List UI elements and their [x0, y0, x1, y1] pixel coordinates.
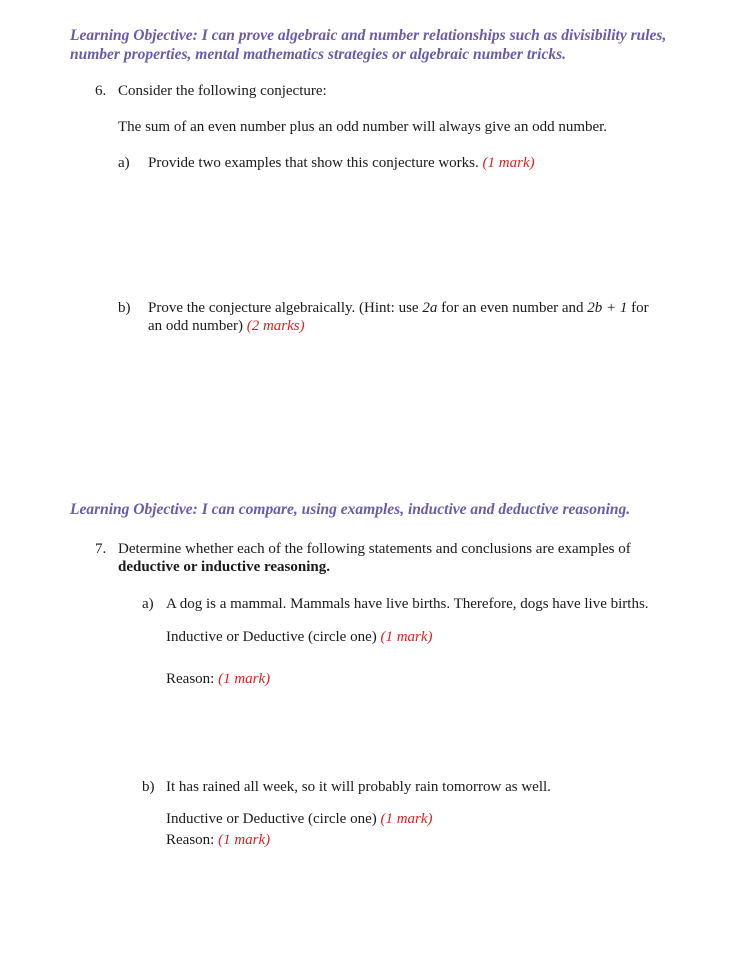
question-6a-prompt	[148, 154, 535, 172]
question-6a-label: a)	[118, 155, 130, 171]
learning-objective-1	[70, 26, 666, 64]
question-7-number: 7.	[95, 541, 107, 557]
question-7a-circle-text: Inductive or Deductive (circle one)	[166, 629, 377, 645]
question-6b-marks: (2 marks)	[246, 318, 305, 334]
question-6b-text3: for	[631, 300, 649, 316]
question-6b-prompt	[148, 299, 649, 335]
question-7b-label: b)	[142, 779, 155, 795]
question-7b-circle-line	[166, 810, 433, 828]
question-7-line2: deductive or inductive reasoning.	[118, 559, 330, 575]
question-7-instructions	[118, 540, 631, 576]
question-7a-statement: A dog is a mammal. Mammals have live births. Therefore, dogs have live births.	[166, 596, 649, 612]
learning-objective-1-line1: Learning Objective: I can prove algebraic and number relationships such as divisibility rules,	[70, 27, 667, 44]
learning-objective-1-line2: number properties, mental mathematics strategies or algebraic number tricks.	[70, 46, 567, 63]
question-7a-circle-line	[166, 628, 433, 646]
question-6a-marks: (1 mark)	[482, 155, 535, 171]
question-7-line1: Determine whether each of the following statements and conclusions are examples of	[118, 541, 631, 557]
question-7b-reason-label: Reason:	[166, 832, 215, 848]
question-6b-text2: for an even number and	[441, 300, 584, 316]
question-7b-reason-marks: (1 mark)	[218, 832, 271, 848]
question-7b-statement: It has rained all week, so it will probably rain tomorrow as well.	[166, 779, 551, 795]
question-7a-reason-label: Reason:	[166, 671, 215, 687]
question-7b-circle-marks: (1 mark)	[380, 811, 433, 827]
question-7b-reason-line	[166, 831, 270, 849]
question-6b-line2: an odd number)	[148, 318, 243, 334]
question-6b-var-odd: 2b + 1	[587, 300, 628, 316]
question-7a-label: a)	[142, 596, 154, 612]
learning-objective-2: Learning Objective: I can compare, using examples, inductive and deductive reasoning.	[70, 501, 631, 518]
question-6b-text1: Prove the conjecture algebraically. (Hint: use	[148, 300, 419, 316]
question-6b-var-even: 2a	[422, 300, 438, 316]
question-6b-label: b)	[118, 300, 131, 316]
question-6-intro: Consider the following conjecture:	[118, 83, 327, 99]
question-7b-circle-text: Inductive or Deductive (circle one)	[166, 811, 377, 827]
question-7a-circle-marks: (1 mark)	[380, 629, 433, 645]
question-7a-reason-marks: (1 mark)	[218, 671, 271, 687]
question-6a-text: Provide two examples that show this conjecture works.	[148, 155, 479, 171]
question-6-number: 6.	[95, 83, 107, 99]
question-7a-reason-line	[166, 670, 270, 688]
question-6-conjecture: The sum of an even number plus an odd number will always give an odd number.	[118, 119, 608, 135]
